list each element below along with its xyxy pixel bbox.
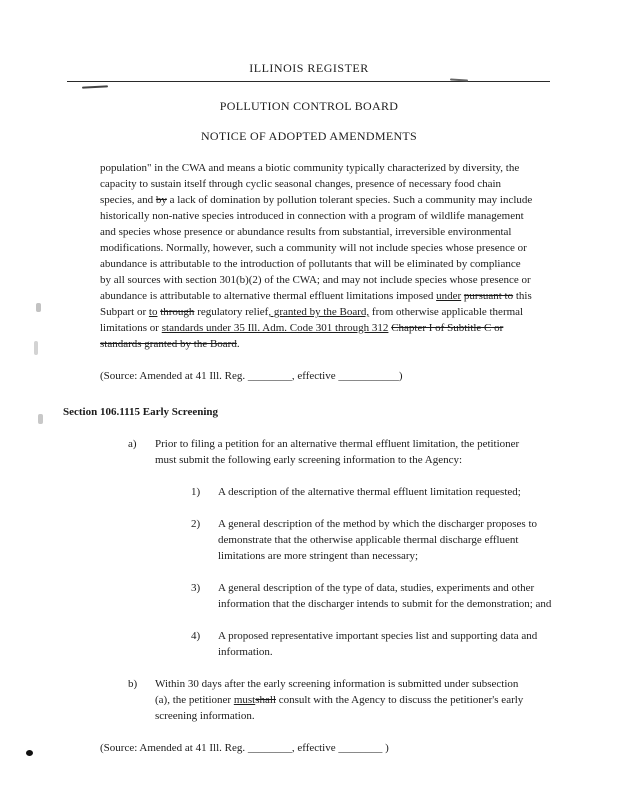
item-a-label: a)	[128, 438, 137, 450]
numbered-item-4-text: A proposed representative important species list and supporting data and information.	[218, 630, 538, 658]
section-heading: Section 106.1115 Early Screening	[63, 406, 219, 418]
ink-speck	[26, 750, 33, 756]
item-b	[128, 676, 532, 724]
scan-mark-left	[82, 85, 108, 88]
numbered-item-4	[191, 628, 563, 660]
numbered-item-1-text: A description of the alternative thermal effluent limitation requested;	[218, 486, 521, 498]
numbered-item-4-label: 4)	[191, 630, 201, 642]
numbered-item-3-text: A general description of the type of data, studies, experiments and other information that the discharger intends to submit for the demonstration; and	[218, 582, 552, 610]
source-line-top: (Source: Amended at 41 Ill. Reg. ________, effective ___________)	[100, 370, 403, 382]
header-rule	[67, 81, 550, 82]
numbered-item-3-label: 3)	[191, 582, 201, 594]
numbered-item-2-label: 2)	[191, 518, 201, 530]
item-a-text: Prior to filing a petition for an alternative thermal effluent limitation, the petitioner must submit the following early screening information to the Agency:	[155, 438, 520, 466]
numbered-item-2-text: A general description of the method by which the discharger proposes to demonstrate that the otherwise applicable thermal discharge effluent limitations are more stringent than necessary;	[218, 518, 538, 562]
margin-smudge-1	[36, 303, 41, 312]
numbered-item-1	[191, 484, 563, 500]
item-b-label: b)	[128, 678, 138, 690]
numbered-item-1-label: 1)	[191, 486, 201, 498]
source-line-bottom: (Source: Amended at 41 Ill. Reg. ________, effective ________ )	[100, 742, 389, 754]
item-b-text: Within 30 days after the early screening information is submitted under subsection (a), the petitioner mustshall consult with the Agency to discuss the petitioner's early screening information.	[155, 678, 524, 722]
item-a	[128, 436, 532, 468]
notice-title: NOTICE OF ADOPTED AMENDMENTS	[200, 129, 418, 143]
board-title: POLLUTION CONTROL BOARD	[219, 99, 399, 113]
numbered-item-3	[191, 580, 563, 612]
margin-smudge-3	[38, 414, 43, 424]
definition-paragraph: population" in the CWA and means a biotic community typically characterized by diversity, the capacity to sustain itself through cyclic seasonal changes, presence of necessary food chain species, and by a lack of domination by pollution tolerant species. Such a community may include historically non-native species introduced in connection with a program of wildlife management and species whose presence or abundance results from substantial, irreversible environmental modifications. Normally, however, such a community will not include species whose presence or abundance is attributable to the introduction of pollutants that will be eliminated by compliance by all sources with section 301(b)(2) of the CWA; and may not include species whose presence or abundance is attributable to alternative thermal effluent limitations imposed under pursuant to this Subpart or to through regulatory relief, granted by the Board, from otherwise applicable thermal limitations or standards under 35 Ill. Adm. Code 301 through 312 Chapter I of Subtitle C or standards granted by the Board.	[100, 162, 533, 350]
register-title: ILLINOIS REGISTER	[249, 61, 369, 75]
margin-smudge-2	[34, 341, 38, 355]
numbered-item-2	[191, 516, 563, 564]
